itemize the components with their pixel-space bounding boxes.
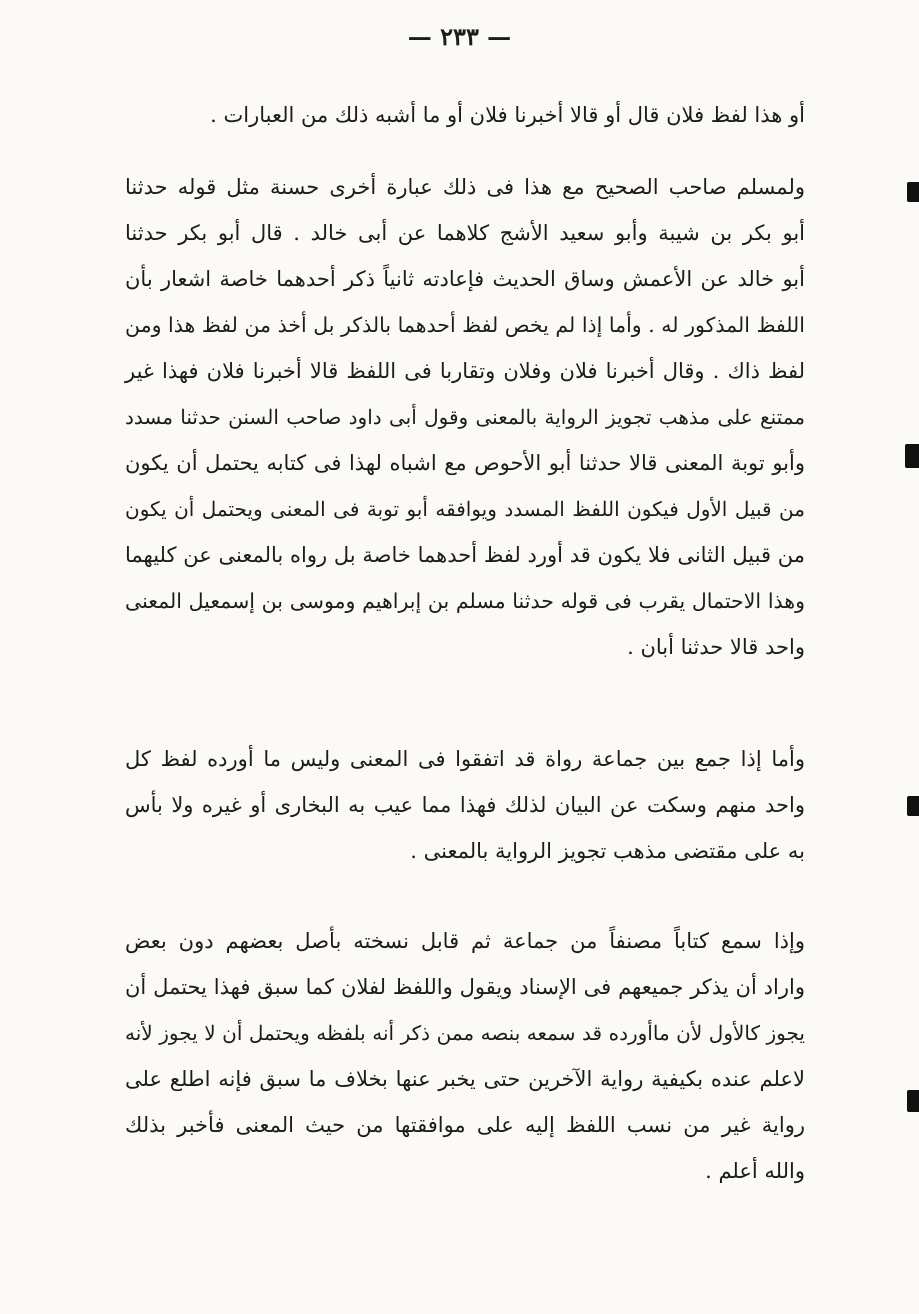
text-line: به على مقتضى مذهب تجويز الرواية بالمعنى . [410, 839, 805, 863]
text-line: من قبيل الثانى فلا يكون قد أورد لفظ أحدهما خاصة بل رواه بالمعنى عن كليهما [125, 543, 805, 567]
text-line: ولمسلم صاحب الصحيح مع هذا فى ذلك عبارة أخرى حسنة مثل قوله حدثنا [125, 175, 805, 199]
paragraph-1 [125, 92, 805, 138]
margin-mark [907, 182, 919, 202]
text-line: واحد قالا حدثنا أبان . [627, 635, 805, 659]
margin-mark [905, 444, 919, 468]
text-line: أبو بكر بن شيبة وأبو سعيد الأشج كلاهما عن أبى خالد . قال أبو بكر حدثنا [125, 221, 805, 245]
margin-mark [907, 1090, 919, 1112]
text-line: أو هذا لفظ فلان قال أو قالا أخبرنا فلان أو ما أشبه ذلك من العبارات . [210, 103, 805, 127]
page-number: — ٢٣٣ — [407, 22, 512, 51]
text-line: واراد أن يذكر جميعهم فى الإسناد ويقول واللفظ لفلان كما سبق فهذا يحتمل أن [125, 975, 805, 999]
text-line: أبو خالد عن الأعمش وساق الحديث فإعادته ثانياً ذكر أحدهما خاصة اشعار بأن [125, 267, 805, 291]
text-line: والله أعلم . [705, 1159, 805, 1183]
text-line: لفظ ذاك . وقال أخبرنا فلان وفلان وتقاربا فى اللفظ قالا أخبرنا فلان فهذا غير [125, 359, 805, 383]
text-line: وأبو توبة المعنى قالا حدثنا أبو الأحوص مع اشباه لهذا فى كتابه يحتمل أن يكون [125, 451, 805, 475]
paragraph-3 [125, 736, 805, 874]
text-line: وإذا سمع كتاباً مصنفاً من جماعة ثم قابل نسخته بأصل بعضهم دون بعض [125, 929, 805, 953]
text-line: من قبيل الأول فيكون اللفظ المسدد ويوافقه أبو توبة فى المعنى ويحتمل أن يكون [125, 497, 805, 521]
text-line: ممتنع على مذهب تجويز الرواية بالمعنى وقول أبى داود صاحب السنن حدثنا مسدد [125, 405, 805, 429]
margin-mark [907, 796, 919, 816]
paragraph-2 [125, 164, 805, 670]
text-line: اللفظ المذكور له . وأما إذا لم يخص لفظ أحدهما بالذكر بل أخذ من لفظ هذا ومن [125, 313, 805, 337]
text-line: واحد منهم وسكت عن البيان لذلك فهذا مما عيب به البخارى أو غيره ولا بأس [125, 793, 805, 817]
text-line: يجوز كالأول لأن ماأورده قد سمعه بنصه ممن ذكر أنه بلفظه ويحتمل أن لا يجوز لأنه [125, 1021, 805, 1045]
text-line: وأما إذا جمع بين جماعة رواة قد اتفقوا فى المعنى وليس ما أورده لفظ كل [125, 747, 805, 771]
paragraph-4 [125, 918, 805, 1194]
text-line: لاعلم عنده بكيفية رواية الآخرين حتى يخبر عنها بخلاف ما سبق فإنه اطلع على [125, 1067, 805, 1091]
text-line: وهذا الاحتمال يقرب فى قوله حدثنا مسلم بن إبراهيم وموسى بن إسمعيل المعنى [125, 589, 805, 613]
text-line: رواية غير من نسب اللفظ إليه على موافقتها من حيث المعنى فأخبر بذلك [125, 1113, 805, 1137]
